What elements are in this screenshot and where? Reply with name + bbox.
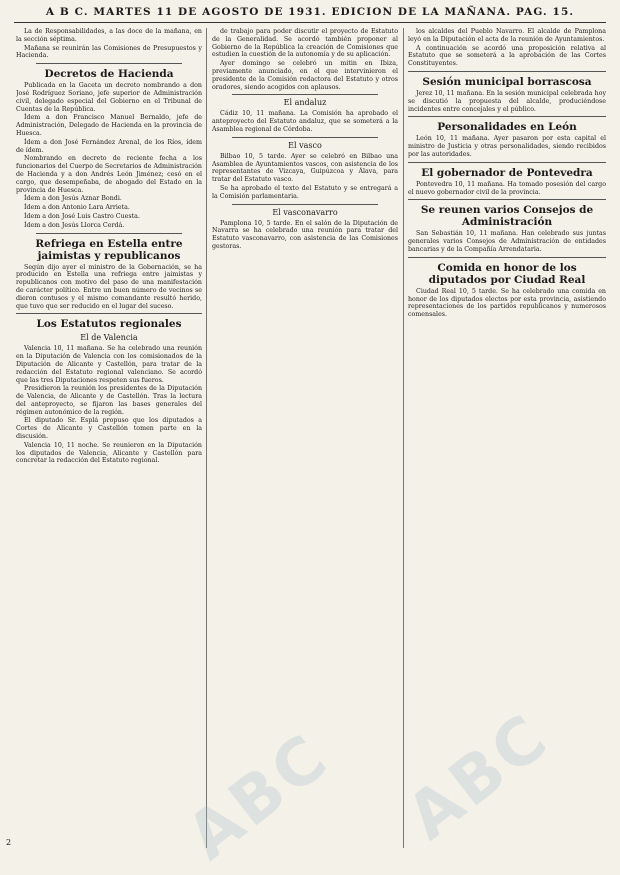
- paragraph: La de Responsabilidades, a las doce de la mañana, en la sección séptima.: [16, 28, 202, 43]
- paragraph: Publicada en la Gaceta un decreto nombrando a don José Rodríguez Soriano, jefe superior de Administración civil, delegado especial del Gobierno en el Tribunal de Cuentas de la República.: [16, 82, 202, 113]
- paragraph: Ídem a don José Fernández Arenal, de los Ríos, ídem de ídem.: [16, 138, 202, 154]
- subhead-andaluz: El andaluz: [283, 98, 327, 108]
- paragraph: Valencia 10, 11 mañana. Se ha celebrado una reunión en la Diputación de Valencia con los comisionados de la Diputación de Alicante y Castellón, para tratar de la redacción del Estatuto regional valenciano. Se acordó que las tres Diputaciones respeten sus fueros.: [16, 345, 202, 384]
- divider: [232, 204, 378, 205]
- divider: [36, 233, 182, 234]
- divider: [16, 313, 202, 314]
- paragraph: Pontevedra 10, 11 mañana. Ha tomado posesión del cargo el nuevo gobernador civil de la provincia.: [408, 180, 606, 196]
- column-1: [16, 28, 202, 848]
- paragraph: Pamplona 10, 5 tarde. En el salón de la Diputación de Navarra se ha celebrado una reunión para tratar del Estatuto vasconavarro, con asistencia de las Comisiones gestoras.: [212, 219, 398, 250]
- paragraph: León 10, 11 mañana. Ayer pasaron por esta capital el ministro de Justicia y otras personalidades, siendo recibidos por las autoridades.: [408, 135, 606, 158]
- page-mark: 2: [6, 838, 12, 847]
- column-rule-2: [403, 28, 404, 848]
- divider: [232, 94, 378, 95]
- headline-gobernador: El gobernador de Pontevedra: [421, 166, 593, 179]
- paragraph: Ídem a don José Luis Castro Cuesta.: [24, 212, 140, 220]
- headline-sesion: Sesión municipal borrascosa: [422, 75, 592, 88]
- divider: [408, 257, 606, 258]
- abc-watermark: ABC: [393, 699, 564, 855]
- headline-estatutos: Los Estatutos regionales: [36, 318, 182, 331]
- subhead-vasconavarro: El vasconavarro: [272, 207, 338, 217]
- column-rule-1: [206, 28, 207, 848]
- divider: [408, 71, 606, 72]
- paragraph: Ídem a don Jesús Aznar Bondi.: [24, 195, 122, 203]
- paragraph: de trabajo para poder discutir el proyecto de Estatuto de la Generalidad. Se acordó también proponer al Gobierno de la República la creación de Comisiones que estudien la cuestión de la autonomía y de su aplicación.: [212, 28, 398, 59]
- page-header: A B C. MARTES 11 DE AGOSTO DE 1931. EDICION DE LA MAÑANA. PAG. 15.: [45, 6, 575, 18]
- divider: [408, 199, 606, 200]
- paragraph: Presidieron la reunión los presidentes de la Diputación de Valencia, de Alicante y de Castellón. Tras la lectura del anteproyecto, se fijaron las bases generales del régimen autonómico de la región.: [16, 385, 202, 416]
- paragraph: San Sebastián 10, 11 mañana. Han celebrado sus juntas generales varios Consejos de Administración de entidades bancarias y de la Compañía Arrendataria.: [408, 230, 606, 253]
- headline-comida: Comida en honor de los diputados por Ciudad Real: [428, 261, 586, 286]
- divider: [36, 63, 182, 64]
- column-2: [212, 28, 398, 848]
- paragraph: Ídem a don Jesús Llorca Cerdá.: [24, 221, 125, 229]
- subhead-vasco: El vasco: [288, 140, 322, 150]
- paragraph: Según dijo ayer el ministro de la Gobernación, se ha producido en Estella una refriega entre jaimistas y republicanos con motivo del paso de una manifestación de carácter político. Entre un buen número de vecinos se dieron contusos y el mismo comandante resultó herido, que tuvo que ser reducido en el lugar del suceso.: [16, 263, 202, 310]
- headline-personalidades: Personalidades en León: [437, 121, 577, 134]
- paragraph: Bilbao 10, 5 tarde. Ayer se celebró en Bilbao una Asamblea de Ayuntamientos vascos, con asistencia de los representantes de Vizcaya, Guipúzcoa y Álava, para tratar del Estatuto vasco.: [212, 152, 398, 184]
- headline-decretos: Decretos de Hacienda: [44, 68, 174, 81]
- paragraph: Nombrando en decreto de reciente fecha a los funcionarios del Cuerpo de Secretarios de Administración de Hacienda y a don Andrés León Jiménez; cesó en el cargo, que desempeñaba, de abogado del Estado en la provincia de Huesca.: [16, 155, 202, 194]
- paragraph: Ídem a don Antonio Lara Arrieta.: [24, 204, 130, 212]
- paragraph: A continuación se acordó una proposición relativa al Estatuto que se someterá a la aprobación de las Cortes Constituyentes.: [408, 44, 606, 68]
- header-rule: [14, 22, 606, 23]
- abc-watermark: ABC: [173, 719, 344, 875]
- headline-refriega: Refriega en Estella entre jaimistas y republicanos: [35, 237, 183, 262]
- divider: [408, 162, 606, 163]
- paragraph: Ídem a don Francisco Manuel Bernaldo, jefe de Administración, Delegado de Hacienda en la provincia de Huesca.: [16, 114, 202, 137]
- paragraph: Ciudad Real 10, 5 tarde. Se ha celebrado una comida en honor de los diputados electos por esta provincia, asistiendo representaciones de los partidos republicanos y numerosos comensales.: [408, 287, 606, 319]
- headline-consejos: Se reunen varios Consejos de Administración: [420, 204, 594, 229]
- paragraph: Mañana se reunirán las Comisiones de Presupuestos y Hacienda.: [16, 44, 202, 60]
- divider: [232, 137, 378, 138]
- paragraph: Valencia 10, 11 noche. Se reunieron en la Diputación los diputados de Valencia, Alicante y Castellón para concretar la redacción del Estatuto regional.: [16, 441, 202, 465]
- paragraph: Ayer domingo se celebró un mitin en Ibiza, previamente anunciado, en el que intervinieron el presidente de la Comisión redactora del Estatuto y otros oradores, siendo acogidos con aplausos.: [212, 60, 398, 91]
- divider: [408, 116, 606, 117]
- subhead-valencia: El de Valencia: [80, 333, 138, 343]
- paragraph: El diputado Sr. Esplá propuso que los diputados a Cortes de Alicante y Castellón tomen parte en la discusión.: [16, 417, 202, 441]
- paragraph: Jerez 10, 11 mañana. En la sesión municipal celebrada hoy se discutió la propuesta del alcalde, produciéndose incidentes entre concejales y el público.: [408, 89, 606, 113]
- paragraph: los alcaldes del Pueblo Navarro. El alcalde de Pamplona leyó en la Diputación el acta de la reunión de Ayuntamientos.: [408, 28, 606, 43]
- paragraph: Cádiz 10, 11 mañana. La Comisión ha aprobado el anteproyecto del Estatuto andaluz, que se someterá a la Asamblea regional de Córdoba.: [212, 110, 398, 133]
- paragraph: Se ha aprobado el texto del Estatuto y se entregará a la Comisión parlamentaria.: [212, 184, 398, 200]
